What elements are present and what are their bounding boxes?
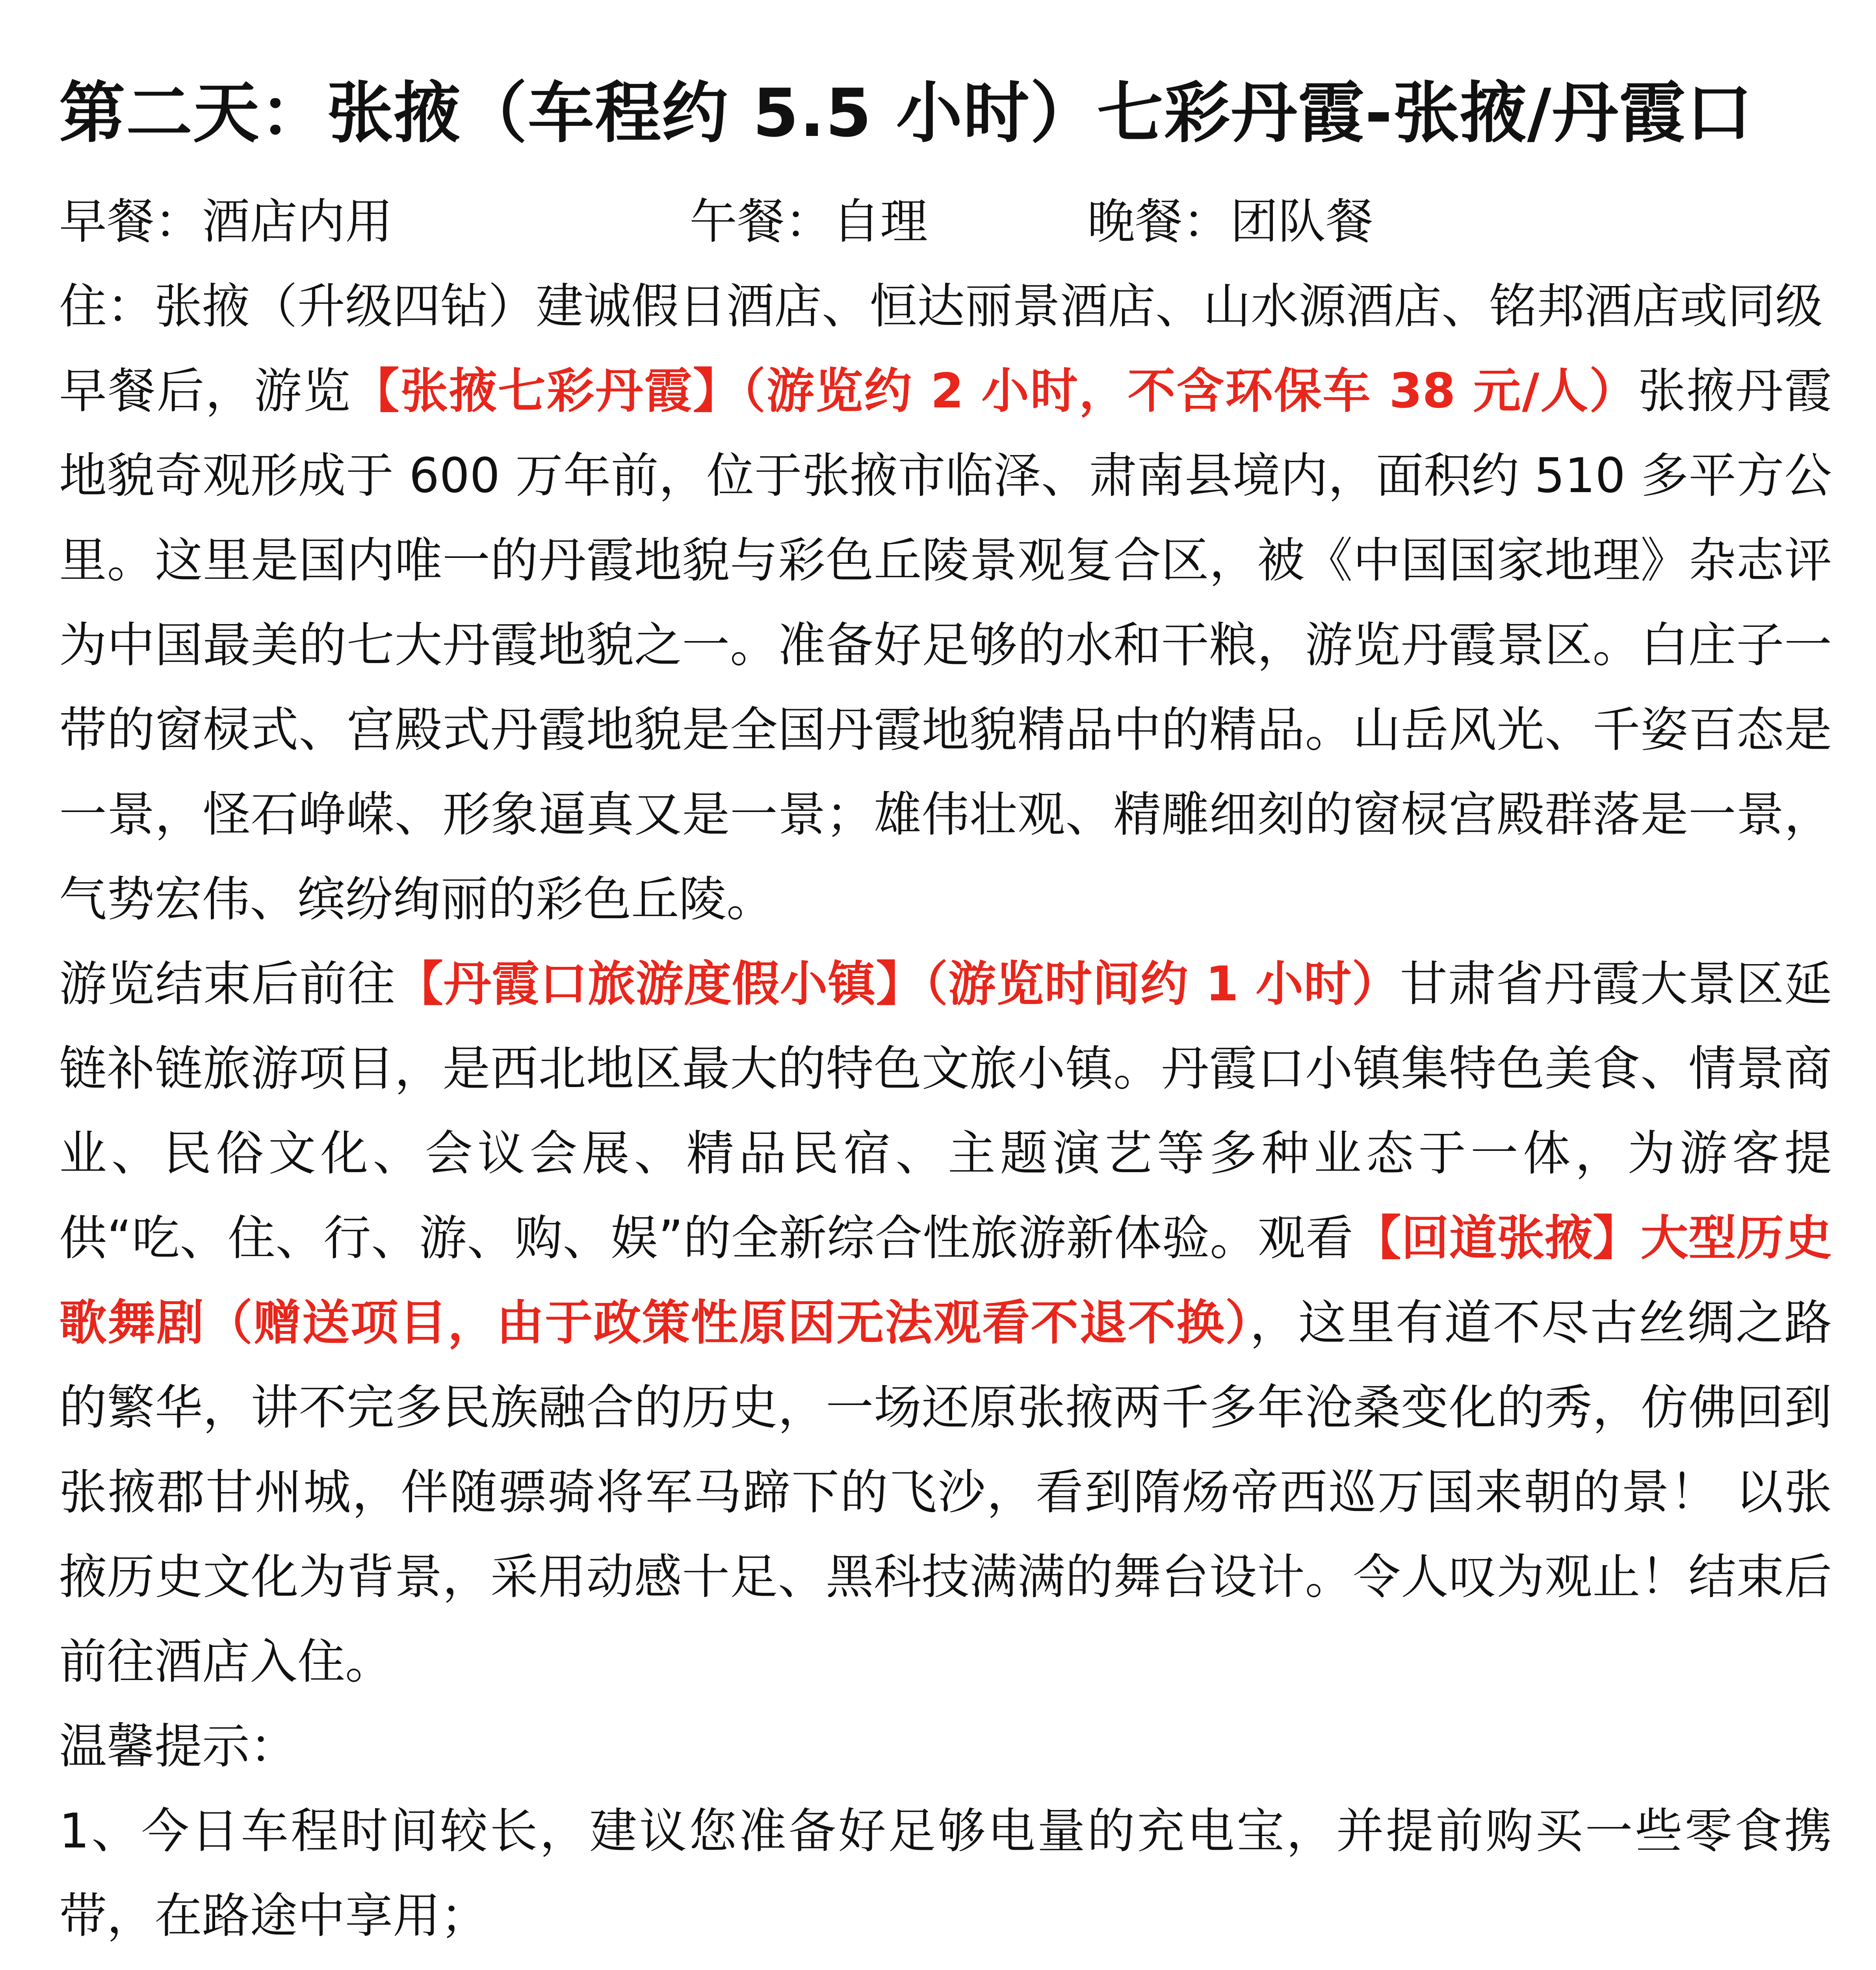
day-title: 第二天：张掖（车程约 5.5 小时）七彩丹霞-张掖/丹霞口 xyxy=(59,74,1753,152)
breakfast-info: 早餐：酒店内用 xyxy=(59,194,393,249)
paragraph-danxia-lead: 早餐后，游览 xyxy=(59,363,352,419)
paragraph-danxiakou xyxy=(59,942,1832,1704)
meals-row xyxy=(59,179,1832,264)
accommodation-info: 住：张掖（升级四钻）建诚假日酒店、恒达丽景酒店、山水源酒店、铭邦酒店或同级 xyxy=(59,279,1823,334)
tip-item-2 xyxy=(59,1958,1832,1970)
tip-item-1: 1、今日车程时间较长，建议您准备好足够电量的充电宝，并提前购买一些零食携带，在路途中享用； xyxy=(59,1803,1832,1944)
danxia-highlight: 【张掖七彩丹霞】（游览约 2 小时，不含环保车 38 元/人） xyxy=(351,363,1638,419)
danxiakou-highlight: 【丹霞口旅游度假小镇】（游览时间约 1 小时） xyxy=(395,956,1400,1012)
paragraph-danxia xyxy=(59,349,1832,942)
paragraph-danxiakou-text: 甘肃省丹霞大景区延链补链旅游项目，是西北地区最大的特色文旅小镇。丹霞口小镇集特色美食、情景商业、民俗文化、会议会展、精品民宿、主题演艺等多种业态于一体，为游客提供“吃、住、行、游、购、娱”的全新综合性旅游新体验。观看 xyxy=(59,956,1832,1266)
paragraph-danxia-text: 张掖丹霞地貌奇观形成于 600 万年前，位于张掖市临泽、肃南县境内，面积约 510 多平方公里。这里是国内唯一的丹霞地貌与彩色丘陵景观复合区，被《中国国家地理》杂志评为中国最美的七大丹霞地貌之一。准备好足够的水和干粮，游览丹霞景区。白庄子一带的窗棂式、宫殿式丹霞地貌是全国丹霞地貌精品中的精品。山岳风光、千姿百态是一景，怪石峥嵘、形象逼真又是一景；雄伟壮观、精雕细刻的窗棂宫殿群落是一景，气势宏伟、缤纷绚丽的彩色丘陵。 xyxy=(59,363,1832,927)
tips-heading: 温馨提示： xyxy=(59,1719,298,1774)
show-highlight: 【回道张掖】大型历史歌舞剧（赠送项目，由于政策性原因无法观看不退不换） xyxy=(59,1210,1832,1351)
paragraph-danxiakou-lead: 游览结束后前往 xyxy=(59,956,396,1012)
itinerary-page xyxy=(59,47,1832,1970)
dinner-info: 晚餐：团队餐 xyxy=(1087,194,1374,249)
lunch-info: 午餐：自理 xyxy=(689,194,928,249)
paragraph-show-text: ，这里有道不尽古丝绸之路的繁华，讲不完多民族融合的历史，一场还原张掖两千多年沧桑变化的秀，仿佛回到张掖郡甘州城，伴随骠骑将军马蹄下的飞沙，看到隋炀帝西巡万国来朝的景！ 以张掖历史文化为背景，采用动感十足、黑科技满满的舞台设计。令人叹为观止！结束后前往酒店入住。 xyxy=(59,1295,1832,1689)
